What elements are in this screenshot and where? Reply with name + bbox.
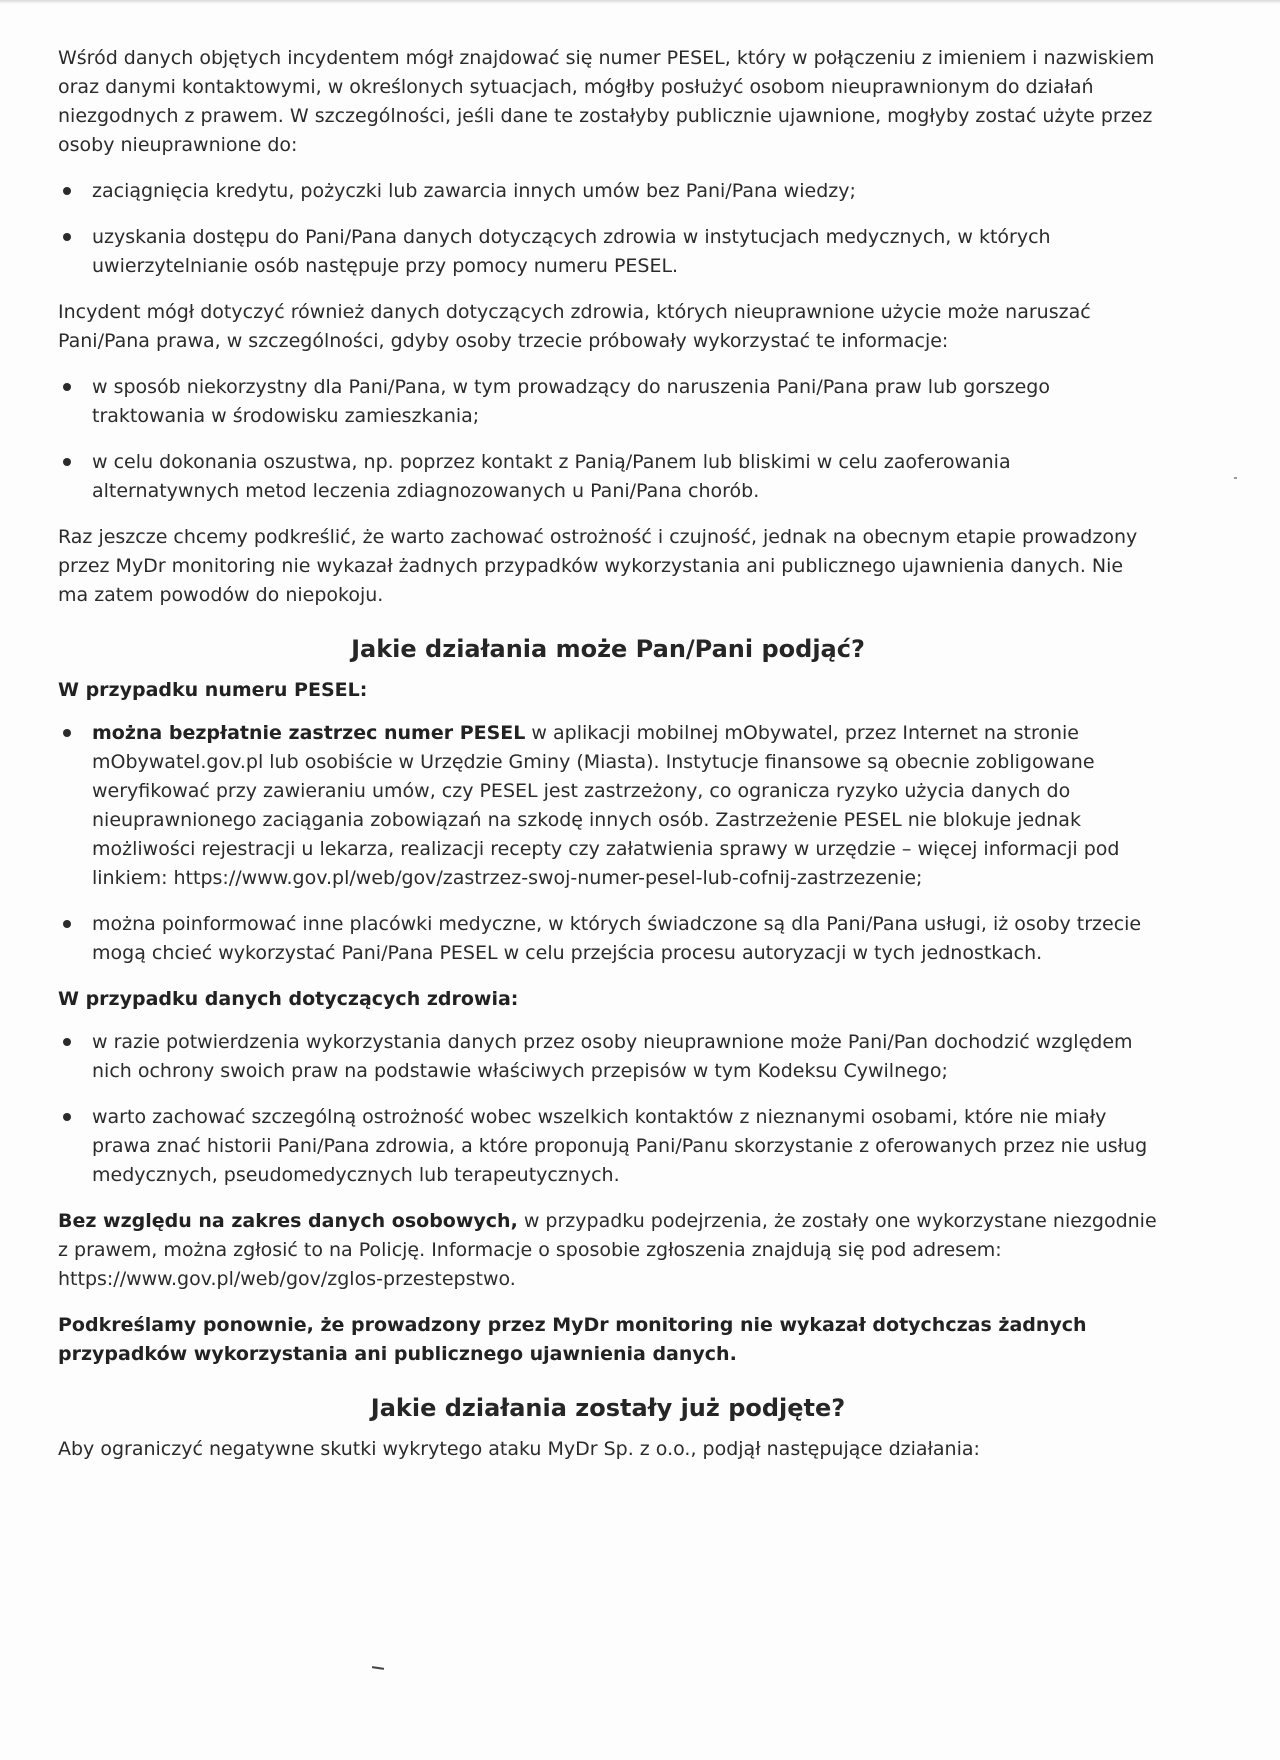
pesel-risk-list <box>58 177 1158 281</box>
intro-paragraph: Wśród danych objętych incydentem mógł znajdować się numer PESEL, który w połączeniu z imieniem i nazwiskiem oraz danymi kontaktowymi, w określonych sytuacjach, mógłby posłużyć osobom nieuprawnionym do działań niezgodnych z prawem. W szczególności, jeśli dane te zostałyby publicznie ujawnione, mogłyby zostać użyte przez osoby nieuprawnione do: <box>58 47 1155 156</box>
scan-artifact-tick <box>1234 477 1237 479</box>
list-item <box>58 1103 1158 1190</box>
list-item-text: w sposób niekorzystny dla Pani/Pana, w tym prowadzący do naruszenia Pani/Pana praw lub gorszego traktowania w środowisku zamieszkania; <box>92 376 1050 427</box>
bullet-icon <box>63 1038 71 1046</box>
pesel-subheading: W przypadku numeru PESEL: <box>58 679 368 701</box>
taken-intro-paragraph: Aby ograniczyć negatywne skutki wykrytego ataku MyDr Sp. z o.o., podjął następujące działania: <box>58 1438 980 1460</box>
list-item-text: warto zachować szczególną ostrożność wobec wszelkich kontaktów z nieznanymi osobami, które nie miały prawa znać historii Pani/Pana zdrowia, a które proponują Pani/Panu skorzystanie z oferowanych przez nie usług medycznych, pseudomedycznych lub terapeutycznych. <box>92 1106 1148 1186</box>
bullet-icon <box>63 1113 71 1121</box>
health-subheading: W przypadku danych dotyczących zdrowia: <box>58 988 519 1010</box>
section-heading-taken: Jakie działania zostały już podjęte? <box>370 1394 846 1422</box>
list-item <box>58 373 1158 431</box>
list-item-text: zaciągnięcia kredytu, pożyczki lub zawarcia innych umów bez Pani/Pana wiedzy; <box>92 180 856 202</box>
health-risk-list <box>58 373 1158 506</box>
list-item <box>58 719 1158 893</box>
bullet-icon <box>63 920 71 928</box>
bullet-icon <box>63 383 71 391</box>
police-bold-lead: Bez względu na zakres danych osobowych, <box>58 1210 518 1232</box>
list-item <box>58 223 1158 281</box>
bullet-icon <box>63 233 71 241</box>
bullet-icon <box>63 729 71 737</box>
document-body <box>58 44 1158 1481</box>
bullet-icon <box>63 187 71 195</box>
bullet-icon <box>63 458 71 466</box>
list-item <box>58 448 1158 506</box>
list-item-text: uzyskania dostępu do Pani/Pana danych dotyczących zdrowia w instytucjach medycznych, w których uwierzytelnianie osób następuje przy pomocy numeru PESEL. <box>92 226 1051 277</box>
reassurance-paragraph: Raz jeszcze chcemy podkreślić, że warto zachować ostrożność i czujność, jednak na obecnym etapie prowadzony przez MyDr monitoring nie wykazał żadnych przypadków wykorzystania ani publicznego ujawnienia danych. Nie ma zatem powodów do niepokoju. <box>58 526 1138 606</box>
scan-top-edge <box>0 0 1280 4</box>
section-heading-actions: Jakie działania może Pan/Pani podjąć? <box>351 635 865 663</box>
police-text: w przypadku podejrzenia, że zostały one wykorzystane niezgodnie z prawem, można zgłosić to na Policję. Informacje o sposobie zgłoszenia znajdują się pod adresem: https://www.gov.pl/web/gov/zglos-przestepstwo. <box>58 1210 1157 1290</box>
list-item-text: w aplikacji mobilnej mObywatel, przez Internet na stronie mObywatel.gov.pl lub osobiście w Urzędzie Gminy (Miasta). Instytucje finansowe są obecnie zobligowane weryfikować przy zawieraniu umów, czy PESEL jest zastrzeżony, co ogranicza ryzyko użycia danych do nieuprawnionego zaciągania zobowiązań na szkodę innych osób. Zastrzeżenie PESEL nie blokuje jednak możliwości rejestracji u lekarza, realizacji recepty czy załatwienia sprawy w urzędzie – więcej informacji pod linkiem: https://www.gov.pl/web/gov/zastrzez-swoj-numer-pesel-lub-cofnij-zastrzezenie; <box>92 722 1120 889</box>
list-item <box>58 1028 1158 1086</box>
list-item-text: w celu dokonania oszustwa, np. poprzez kontakt z Panią/Panem lub bliskimi w celu zaoferowania alternatywnych metod leczenia zdiagnozowanych u Pani/Pana chorób. <box>92 451 1011 502</box>
police-paragraph <box>58 1207 1158 1294</box>
emphasis-paragraph: Podkreślamy ponownie, że prowadzony przez MyDr monitoring nie wykazał dotychczas żadnych przypadków wykorzystania ani publicznego ujawnienia danych. <box>58 1314 1087 1365</box>
list-item-bold-lead: można bezpłatnie zastrzec numer PESEL <box>92 722 526 744</box>
scan-artifact-mark <box>372 1666 384 1670</box>
health-actions-list <box>58 1028 1158 1190</box>
list-item <box>58 177 1158 206</box>
list-item <box>58 910 1158 968</box>
list-item-text: w razie potwierdzenia wykorzystania danych przez osoby nieuprawnione może Pani/Pan dochodzić względem nich ochrony swoich praw na podstawie właściwych przepisów w tym Kodeksu Cywilnego; <box>92 1031 1133 1082</box>
list-item-text: można poinformować inne placówki medyczne, w których świadczone są dla Pani/Pana usługi, iż osoby trzecie mogą chcieć wykorzystać Pani/Pana PESEL w celu przejścia procesu autoryzacji w tych jednostkach. <box>92 913 1142 964</box>
pesel-actions-list <box>58 719 1158 968</box>
health-intro-paragraph: Incydent mógł dotyczyć również danych dotyczących zdrowia, których nieuprawnione użycie może naruszać Pani/Pana prawa, w szczególności, gdyby osoby trzecie próbowały wykorzystać te informacje: <box>58 301 1091 352</box>
